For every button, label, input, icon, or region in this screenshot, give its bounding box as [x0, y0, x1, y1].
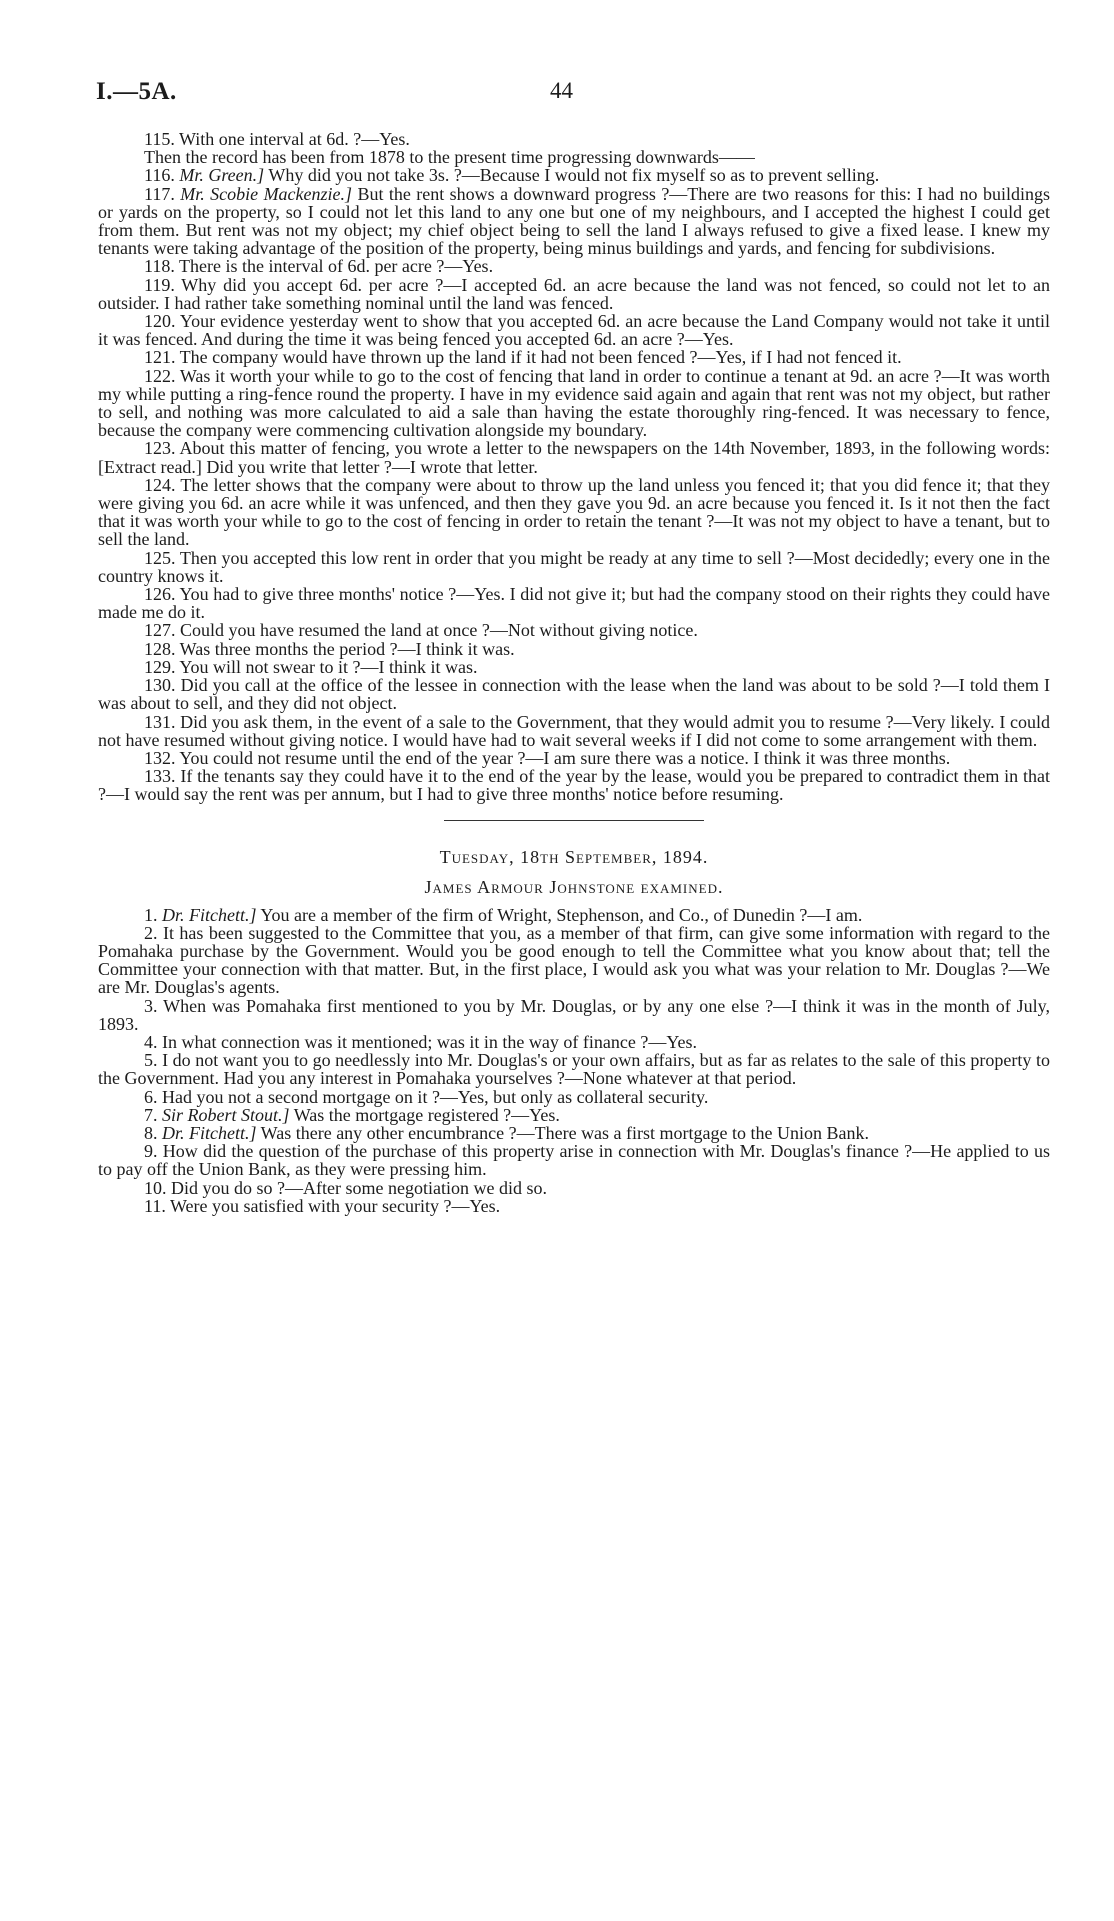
question-number: 117.	[144, 183, 181, 204]
question-text: But the rent shows a downward progress ?—There are two reasons for this: I had no buildings or yards on the property, so I could not let this land to any one but one of my neighbours, and I accepted the highest I could get from them. But rent was not my object; my chief object being to sell the land I always refused to give a fixed lease. I knew my tenants were taking advantage of the position of the property, being minus buildings and yards, and fencing for subdivisions.	[98, 183, 1050, 259]
evidence-paragraph: 121. The company would have thrown up the land if it had not been fenced ?—Yes, if I had not fenced it.	[144, 347, 902, 368]
question-text: You are a member of the firm of Wright, Stephenson, and Co., of Dunedin ?—I am.	[256, 904, 863, 925]
speaker-name: Dr. Fitchett.]	[162, 1122, 257, 1143]
speaker-name: Mr. Green.]	[179, 165, 265, 186]
speaker-name: Sir Robert Stout.]	[162, 1104, 290, 1125]
evidence-paragraph: 122. Was it worth your while to go to the cost of fencing that land in order to continue a tenant at 9d. an acre ?—It was worth my while putting a ring-fence round the property. I have in my evidence said again and again that rent was not my object, but rather to sell, and nothing was more calculated to aid a sale than having the estate thoroughly ring-fenced. It was necessary to fence, because the company were commencing cultivation alongside my boundary.	[98, 365, 1050, 441]
evidence-paragraph: 130. Did you call at the office of the lessee in connection with the lease when the land was about to be sold ?—I told them I was about to sell, and they did not object.	[98, 675, 1050, 714]
page-number: 44	[550, 78, 573, 103]
evidence-paragraph	[98, 1106, 1050, 1124]
question-number: 8.	[144, 1122, 162, 1143]
evidence-paragraph: 115. With one interval at 6d. ?—Yes.	[144, 129, 410, 149]
question-number: 116.	[144, 165, 180, 186]
date-heading: Tuesday, 18th September, 1894.	[439, 846, 709, 867]
divider-rule	[444, 820, 704, 821]
evidence-paragraph: 10. Did you do so ?—After some negotiation we did so.	[144, 1177, 547, 1198]
evidence-paragraph	[98, 166, 1050, 184]
series-reference: I.—5A.	[96, 78, 177, 105]
evidence-paragraph: 128. Was three months the period ?—I think it was.	[144, 638, 515, 659]
evidence-paragraph: 4. In what connection was it mentioned; was it in the way of finance ?—Yes.	[144, 1031, 698, 1052]
evidence-paragraph: 6. Had you not a second mortgage on it ?—Yes, but only as collateral security.	[144, 1086, 709, 1107]
section-divider	[98, 804, 1050, 846]
question-number: 7.	[144, 1104, 162, 1125]
question-text: Was there any other encumbrance ?—There was a first mortgage to the Union Bank.	[256, 1122, 870, 1143]
speaker-name: Mr. Scobie Mackenzie.]	[180, 183, 353, 204]
evidence-paragraph	[98, 1124, 1050, 1142]
evidence-paragraph: 5. I do not want you to go needlessly into Mr. Douglas's or your own affairs, but as far as relates to the sale of this property to the Government. Had you any interest in Pomahaka yourselves ?—None whatever at that period.	[98, 1050, 1050, 1089]
speaker-name: Dr. Fitchett.]	[162, 904, 257, 925]
evidence-paragraph: 129. You will not swear to it ?—I think it was.	[144, 656, 478, 677]
evidence-paragraph: Then the record has been from 1878 to the present time progressing downwards——	[144, 147, 755, 168]
evidence-paragraph: 125. Then you accepted this low rent in order that you might be ready at any time to sell ?—Most decidedly; every one in the country knows it.	[98, 547, 1050, 586]
evidence-paragraph: 126. You had to give three months' notice ?—Yes. I did not give it; but had the company stood on their rights they could have made me do it.	[98, 584, 1050, 623]
evidence-paragraph: 131. Did you ask them, in the event of a sale to the Government, that they would admit you to resume ?—Very likely. I could not have resumed without giving notice. I would have had to wait several weeks if I did not come to some arrangement with them.	[98, 711, 1050, 750]
evidence-block-first	[98, 130, 1050, 804]
evidence-paragraph: 3. When was Pomahaka first mentioned to you by Mr. Douglas, or by any one else ?—I think it was in the month of July, 1893.	[98, 995, 1050, 1034]
evidence-block-second	[98, 906, 1050, 1215]
evidence-paragraph: 118. There is the interval of 6d. per acre ?—Yes.	[144, 256, 494, 277]
evidence-paragraph: 120. Your evidence yesterday went to show that you accepted 6d. an acre because the Land Company would not take it until it was fenced. And during the time it was being fenced you accepted 6d. an acre ?—Yes.	[98, 311, 1050, 350]
evidence-paragraph: 127. Could you have resumed the land at once ?—Not without giving notice.	[144, 620, 698, 641]
evidence-paragraph: 119. Why did you accept 6d. per acre ?—I accepted 6d. an acre because the land was not fenced, so could not let to an outsider. I had rather take something nominal until the land was fenced.	[98, 274, 1050, 313]
evidence-paragraph	[98, 906, 1050, 924]
question-text: Was the mortgage registered ?—Yes.	[289, 1104, 560, 1125]
witness-heading: James Armour Johnstone examined.	[424, 876, 724, 897]
evidence-paragraph: 123. About this matter of fencing, you wrote a letter to the newspapers on the 14th November, 1893, in the following words: [Extract read.] Did you write that letter ?—I wrote that letter.	[98, 438, 1050, 477]
evidence-paragraph: 2. It has been suggested to the Committee that you, as a member of that firm, can give some information with regard to the Pomahaka purchase by the Government. Would you be good enough to tell the Committee what you know about that; tell the Committee your connection with that matter. But, in the first place, I would ask you what was your relation to Mr. Douglas ?—We are Mr. Douglas's agents.	[98, 922, 1050, 998]
question-number: 1.	[144, 904, 162, 925]
evidence-paragraph: 9. How did the question of the purchase of this property arise in connection with Mr. Douglas's finance ?—He applied to us to pay off the Union Bank, as they were pressing him.	[98, 1141, 1050, 1180]
evidence-paragraph	[98, 185, 1050, 258]
evidence-paragraph: 132. You could not resume until the end of the year ?—I am sure there was a notice. I think it was three months.	[144, 747, 951, 768]
document-body	[98, 130, 1050, 1215]
question-text: Why did you not take 3s. ?—Because I would not fix myself so as to prevent selling.	[264, 165, 880, 186]
evidence-paragraph: 124. The letter shows that the company were about to throw up the land unless you fenced it; that you did fence it; that they were giving you 6d. an acre while it was unfenced, and then they gave you 9d. an acre because you fenced it. Is it not then the fact that it was worth your while to go to the cost of fencing in order to retain the tenant ?—It was not my object to have a tenant, but to sell the land.	[98, 474, 1050, 550]
evidence-paragraph: 133. If the tenants say they could have it to the end of the year by the lease, would you be prepared to contradict them in that ?—I would say the rent was per annum, but I had to give three months' notice before resuming.	[98, 766, 1050, 805]
evidence-paragraph: 11. Were you satisfied with your security ?—Yes.	[144, 1195, 501, 1216]
